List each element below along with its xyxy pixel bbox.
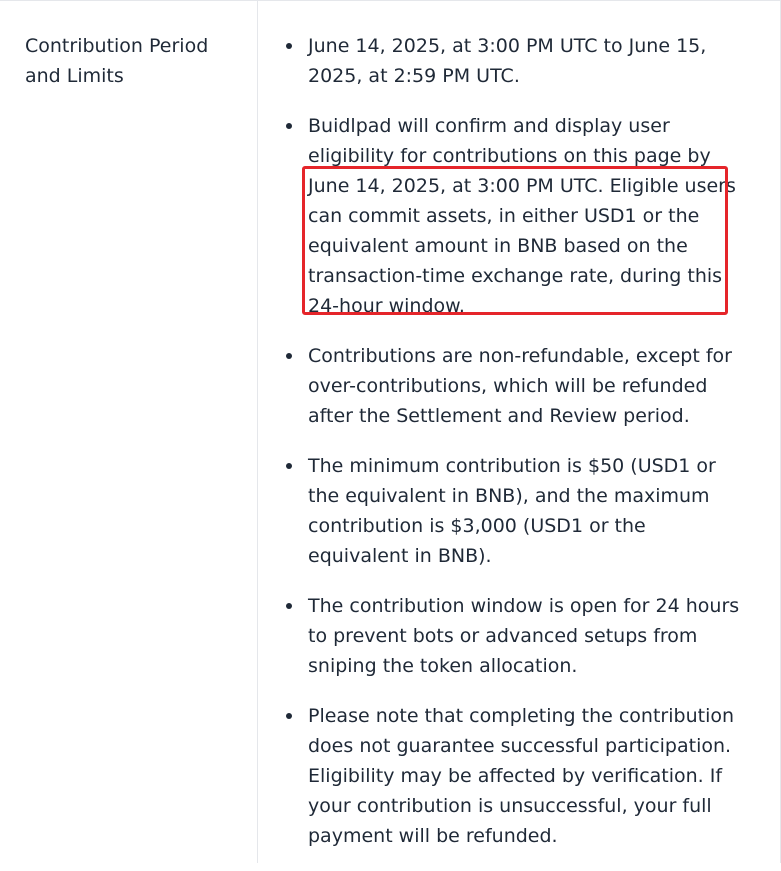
list-item: [308, 31, 748, 91]
bullet-icon: [286, 353, 292, 359]
bullet-icon: [286, 123, 292, 129]
table-content-cell: [258, 1, 781, 863]
list-item-text: The contribution window is open for 24 hours to prevent bots or advanced setups from sniping the token allocation.: [308, 595, 740, 677]
bullet-list: [308, 31, 748, 871]
bullet-icon: [286, 463, 292, 469]
list-item: [308, 341, 748, 431]
list-item: [308, 111, 748, 321]
bullet-icon: [286, 43, 292, 49]
list-item-text: Please note that completing the contribution does not guarantee successful participation. Eligibility may be affected by verification. If your contribution is unsuccessful, your full payment will be refunded.: [308, 705, 735, 847]
list-item: [308, 591, 748, 681]
list-item-text: The minimum contribution is $50 (USD1 or the equivalent in BNB), and the maximum contribution is $3,000 (USD1 or the equivalent in BNB).: [308, 455, 716, 567]
list-item-text: Contributions are non-refundable, except for over-contributions, which will be refunded after the Settlement and Review period.: [308, 345, 732, 427]
bullet-icon: [286, 603, 292, 609]
row-label: Contribution Period and Limits: [25, 35, 209, 87]
bullet-icon: [286, 713, 292, 719]
list-item: [308, 451, 748, 571]
list-item-text: June 14, 2025, at 3:00 PM UTC to June 15, 2025, at 2:59 PM UTC.: [308, 35, 707, 87]
list-item-text: Buidlpad will confirm and display user eligibility for contributions on this page by June 14, 2025, at 3:00 PM UTC. Eligible users can commit assets, in either USD1 or the equivalent amount in BNB based on the transaction-time exchange rate, during this 24-hour window.: [308, 115, 736, 317]
table-label-cell: [0, 1, 258, 863]
list-item: [308, 701, 748, 851]
